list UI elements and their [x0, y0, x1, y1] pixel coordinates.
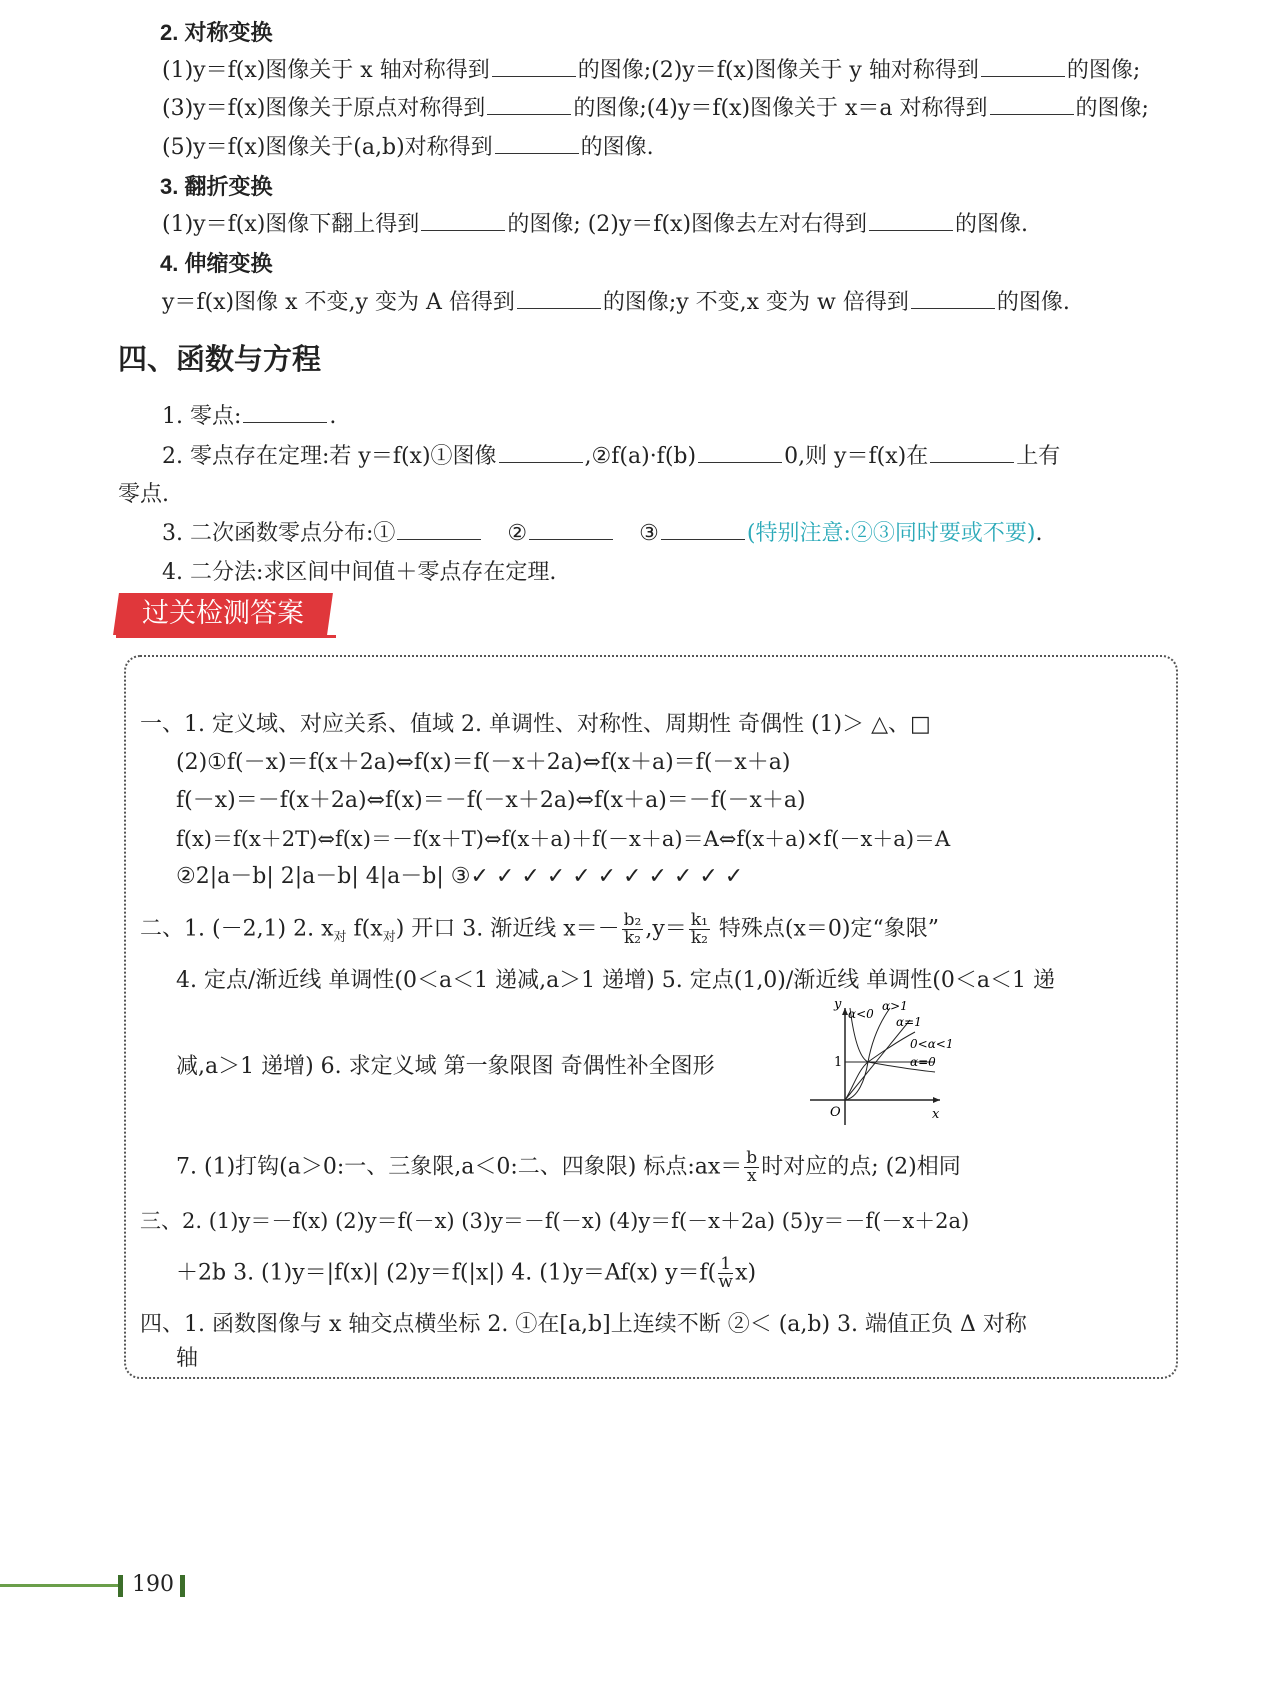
heading-stretch: 4. 伸缩变换	[160, 251, 273, 276]
origin-label: O	[830, 1105, 841, 1120]
answer-line: 三、2. (1)y＝－f(x) (2)y＝f(－x) (3)y＝－f(－x) (4)y＝f(－x＋2a) (5)y＝－f(－x＋2a)	[140, 1209, 970, 1233]
page-bar-tick	[118, 1575, 123, 1597]
fill-blank[interactable]	[499, 442, 583, 463]
x-label: x	[932, 1107, 940, 1122]
fraction: $\frac{1}{w}$	[718, 1254, 733, 1292]
x-axis-arrow	[933, 1097, 940, 1103]
fill-blank[interactable]	[529, 519, 613, 540]
fill-blank[interactable]	[869, 210, 953, 231]
fill-blank[interactable]	[397, 519, 481, 540]
answer-line: 4. 定点/渐近线 单调性(0＜a＜1 递减,a＞1 递增) 5. 定点(1,0)/渐近线 单调性(0＜a＜1 递	[176, 968, 1055, 993]
label-alpha-gt1: α>1	[882, 1000, 908, 1013]
answer-line: 减,a＞1 递增) 6. 求定义域 第一象限图 奇偶性补全图形	[176, 1054, 715, 1079]
answer-line: f(－x)＝－f(x＋2a)⇔f(x)＝－f(－x＋2a)⇔f(x＋a)＝－f(－x＋a)	[176, 788, 806, 813]
text-line: y＝f(x)图像 x 不变,y 变为 A 倍得到 的图像;y 不变,x 变为 w 倍得到 的图像.	[162, 290, 1070, 315]
answer-line: 7. (1)打钩(a＞0:一、三象限,a＜0:二、四象限) 标点:ax＝ $\frac{b}{x}$ 时对应的点; (2)相同	[176, 1148, 961, 1186]
answer-line: ＋2b 3. (1)y＝|f(x)| (2)y＝f(|x|) 4. (1)y＝Af(x) y＝f( $\frac{1}{w}$ x)	[176, 1254, 757, 1292]
fraction: $\frac{b}{x}$	[746, 1148, 758, 1186]
section-title: 四、函数与方程	[118, 342, 322, 376]
text-line: 零点.	[118, 482, 169, 507]
note-hint: (特别注意:②③同时要或不要)	[746, 521, 1036, 546]
fraction: $\frac{\text{b₂}}{\text{k₂}}$	[623, 910, 642, 948]
badge-underline	[116, 635, 336, 638]
text-line: 1. 零点: .	[162, 404, 337, 429]
page-bar	[0, 1584, 118, 1587]
page-number: 190	[132, 1572, 174, 1597]
fill-blank[interactable]	[495, 133, 579, 154]
text-line: 3. 二次函数零点分布:① ② ③ (特别注意:②③同时要或不要).	[162, 521, 1043, 546]
page-bar-tick	[180, 1575, 185, 1597]
text-line: (1)y＝f(x)图像关于 x 轴对称得到 的图像;(2)y＝f(x)图像关于 y 轴对称得到 的图像;	[162, 58, 1141, 83]
fill-blank[interactable]	[517, 288, 601, 309]
label-alpha-frac: 0<α<1	[910, 1037, 954, 1051]
label-alpha-0: α=0	[910, 1055, 936, 1069]
text-line: (5)y＝f(x)图像关于(a,b)对称得到 的图像.	[162, 135, 654, 160]
fill-blank[interactable]	[487, 94, 571, 115]
power-function-graph	[800, 1000, 1000, 1130]
fill-blank[interactable]	[421, 210, 505, 231]
fill-blank[interactable]	[981, 56, 1065, 77]
answer-line: f(x)＝f(x＋2T)⇔f(x)＝－f(x＋T)⇔f(x＋a)＋f(－x＋a)＝A⇔f(x＋a)×f(－x＋a)＝A	[176, 827, 951, 851]
fill-blank[interactable]	[990, 94, 1074, 115]
text-line: (3)y＝f(x)图像关于原点对称得到 的图像;(4)y＝f(x)图像关于 x＝a 对称得到 的图像;	[162, 96, 1149, 121]
fill-blank[interactable]	[661, 519, 745, 540]
heading-symmetry: 2. 对称变换	[160, 20, 273, 45]
label-alpha-neg: α<0	[848, 1007, 874, 1021]
fill-blank[interactable]	[911, 288, 995, 309]
curve-alpha-frac	[845, 1032, 915, 1100]
text-line: 4. 二分法:求区间中间值＋零点存在定理.	[162, 560, 557, 585]
answer-line: ②2|a－b| 2|a－b| 4|a－b| ③✓ ✓ ✓ ✓ ✓ ✓ ✓ ✓ ✓ ✓ ✓	[176, 864, 744, 889]
fill-blank[interactable]	[492, 56, 576, 77]
text-line: (1)y＝f(x)图像下翻上得到 的图像; (2)y＝f(x)图像去左对右得到 的图像.	[162, 212, 1029, 237]
curve-alpha-1	[845, 1020, 910, 1100]
answers-badge: 过关检测答案	[113, 593, 333, 635]
fraction: $\frac{\text{k₁}}{\text{k₂}}$	[690, 910, 708, 948]
text-line: 2. 零点存在定理:若 y＝f(x)①图像 ,②f(a)·f(b) 0,则 y＝f(x)在 上有	[162, 444, 1061, 469]
heading-flip: 3. 翻折变换	[160, 174, 273, 199]
answer-line: 一、1. 定义域、对应关系、值域 2. 单调性、对称性、周期性 奇偶性 (1)＞ △、□	[140, 712, 931, 737]
answer-line: 二、1. (－2,1) 2. $x_对$ $f(x_对)$ 开口 3. 渐近线 x＝－ $\frac{\text{b₂}}{\text{k₂}}$ ,y＝ $\frac{\text{k₁}}{\text{k₂}}$ 特殊点(x＝0)定“象限”	[140, 910, 939, 948]
answer-line: (2)①f(－x)＝f(x＋2a)⇔f(x)＝f(－x＋2a)⇔f(x＋a)＝f(－x＋a)	[176, 750, 791, 775]
one-label: 1	[834, 1055, 843, 1070]
answer-line: 四、1. 函数图像与 x 轴交点横坐标 2. ①在[a,b]上连续不断 ②＜ (a,b) 3. 端值正负 Δ 对称	[140, 1312, 1027, 1337]
fill-blank[interactable]	[930, 442, 1014, 463]
y-label: y	[834, 1000, 842, 1012]
label-alpha-1: α=1	[896, 1015, 922, 1029]
fill-blank[interactable]	[243, 402, 327, 423]
answer-line: 轴	[176, 1346, 199, 1371]
fill-blank[interactable]	[698, 442, 782, 463]
